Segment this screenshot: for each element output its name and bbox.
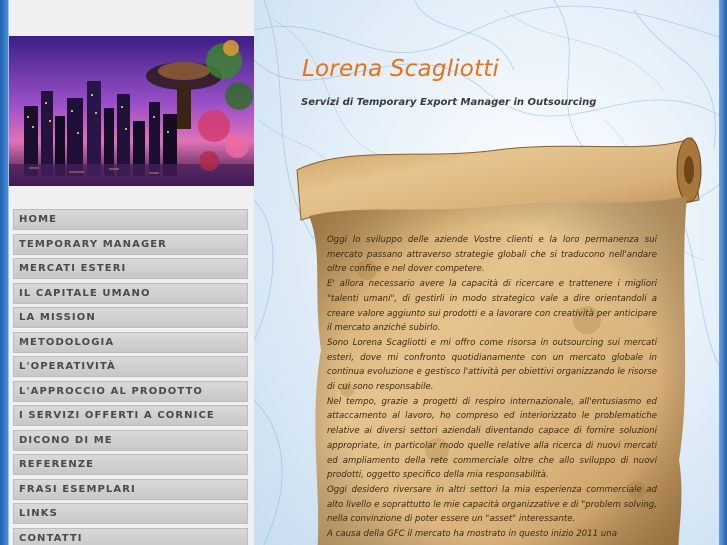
nav-item-frasi-esemplari[interactable]: FRASI ESEMPLARI	[13, 479, 248, 500]
nav-item-mission[interactable]: LA MISSION	[13, 307, 248, 328]
right-edge-band	[719, 0, 727, 545]
intro-paragraph: A causa della GFC il mercato ha mostrato in questo inizio 2011 una	[327, 529, 617, 540]
site-subtitle: Servizi di Temporary Export Manager in Outsourcing	[301, 97, 597, 108]
intro-paragraph: Oggi desidero riversare in altri settori la mia esperienza commerciale ad alto livello e soprattutto le mie capacità organizzative e di "problem solving, nella convinzione di poter essere un "asset" interessante.	[327, 484, 657, 525]
intro-paragraph: Nel tempo, grazie a progetti di respiro internazionale, all'entusiasmo ed attaccamento al lavoro, ho compreso ed interiorizzato le problematiche relative ai diversi settori aziendali diventando capace di fornire soluzioni appropriate, in particolar modo quelle relative alla ricerca di nuovi mercati ed ampliamento della rete commerciale oltre che allo sviluppo di nuovi prodotti, oggetto specifico della mia responsabilità.	[327, 396, 657, 481]
nav-item-operativita[interactable]: L'OPERATIVITÀ	[13, 356, 248, 377]
nav-item-contatti[interactable]: CONTATTI	[13, 528, 248, 545]
nav-item-approccio-prodotto[interactable]: L'APPROCCIO AL PRODOTTO	[13, 381, 248, 402]
main-navigation	[13, 209, 248, 545]
nav-item-servizi-offerti[interactable]: I SERVIZI OFFERTI A CORNICE	[13, 405, 248, 426]
intro-paragraph: Sono Lorena Scagliotti e mi offro come risorsa in outsourcing sui mercati esteri, dove mi confronto quotidianamente con un mercato globale in continua evoluzione e gestisco l'attività per obiettivi organizzando le risorse di cui sono responsabile.	[327, 337, 657, 393]
intro-paragraph: Oggi lo sviluppo delle aziende Vostre clienti e la loro permanenza sui mercato passano attraverso strategie globali che si traducono nell'andare oltre confine e nel dover competere.	[327, 235, 657, 275]
main-content-area	[254, 0, 727, 545]
nav-item-temporary-manager[interactable]: TEMPORARY MANAGER	[13, 234, 248, 255]
nav-item-links[interactable]: LINKS	[13, 503, 248, 524]
header-banner-image	[9, 36, 254, 186]
nav-item-home[interactable]: HOME	[13, 209, 248, 230]
nav-item-mercati-esteri[interactable]: MERCATI ESTERI	[13, 258, 248, 279]
nav-item-dicono-di-me[interactable]: DICONO DI ME	[13, 430, 248, 451]
nav-item-capitale-umano[interactable]: IL CAPITALE UMANO	[13, 283, 248, 304]
intro-text	[327, 233, 657, 542]
nav-item-metodologia[interactable]: METODOLOGIA	[13, 332, 248, 353]
nav-item-referenze[interactable]: REFERENZE	[13, 454, 248, 475]
intro-paragraph: E' allora necessario avere la capacità di ricercare e trattenere i migliori "talenti umani", di gestirli in modo strategico vale a dire orientandoli a creare valore aggiunto sui prodotti e a lavorare con creatività per anticipare il mercato anziché subirlo.	[327, 279, 657, 334]
city-skyline-image	[9, 36, 254, 186]
site-title: Lorena Scagliotti	[302, 56, 500, 82]
